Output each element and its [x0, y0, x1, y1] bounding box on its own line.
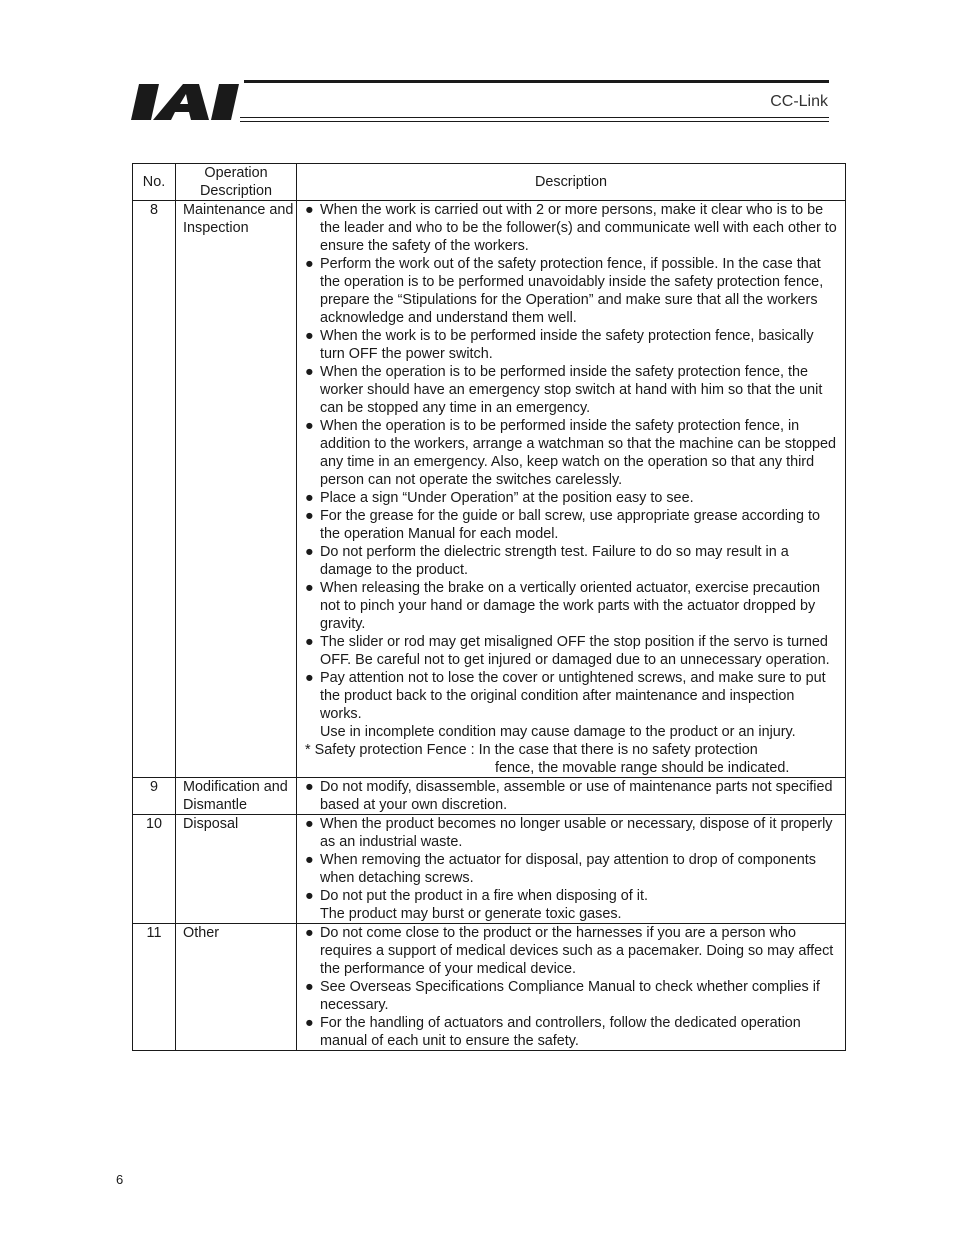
operation-table	[132, 163, 846, 1051]
list-item	[305, 633, 839, 669]
list-item	[305, 507, 839, 543]
bullet-icon: ●	[305, 888, 314, 904]
page-number: 6	[116, 1172, 124, 1187]
description-list	[305, 778, 839, 814]
list-item-text: When the work is to be performed inside the safety protection fence, basically turn OFF the power switch.	[320, 328, 814, 362]
bullet-icon: ●	[305, 364, 314, 380]
table-row	[133, 924, 846, 1051]
list-item-text: For the handling of actuators and controllers, follow the dedicated operation manual of each unit to ensure the safety.	[320, 1015, 801, 1049]
table-row	[133, 815, 846, 924]
bullet-icon: ●	[305, 256, 314, 272]
footnote-line: fence, the movable range should be indicated.	[495, 760, 790, 776]
list-item	[305, 1014, 839, 1050]
header-rule-thin	[240, 117, 829, 118]
list-item-text: When the operation is to be performed inside the safety protection fence, the worker should have an emergency stop switch at hand with him so that the unit can be stopped any time in an emergency.	[320, 364, 823, 416]
table-header-row	[133, 164, 846, 201]
list-item-text: Do not put the product in a fire when disposing of it. The product may burst or generate toxic gases.	[320, 888, 648, 922]
bullet-icon: ●	[305, 580, 314, 596]
operation-name: Maintenance and Inspection	[176, 201, 297, 778]
list-item	[305, 543, 839, 579]
row-number: 11	[133, 924, 176, 1051]
operation-name: Disposal	[176, 815, 297, 924]
bullet-icon: ●	[305, 1015, 314, 1031]
row-number: 10	[133, 815, 176, 924]
list-item	[305, 851, 839, 887]
header-no: No.	[133, 164, 176, 201]
list-item-text: When the product becomes no longer usable or necessary, dispose of it properly as an industrial waste.	[320, 816, 833, 850]
bullet-icon: ●	[305, 544, 314, 560]
list-item-text: Perform the work out of the safety protection fence, if possible. In the case that the operation is to be performed unavoidably inside the safety protection fence, prepare the “Stipulations for the Operation” and make sure that all the workers acknowledge and understand them well.	[320, 256, 824, 326]
list-item-text: When removing the actuator for disposal, pay attention to drop of components when detaching screws.	[320, 852, 816, 886]
bullet-icon: ●	[305, 979, 314, 995]
list-item	[305, 924, 839, 978]
bullet-icon: ●	[305, 418, 314, 434]
list-item	[305, 363, 839, 417]
list-item	[305, 978, 839, 1014]
description-list	[305, 201, 839, 741]
bullet-icon: ●	[305, 508, 314, 524]
list-item	[305, 778, 839, 814]
bullet-icon: ●	[305, 852, 314, 868]
header-rule-thick	[244, 80, 829, 83]
row-number: 9	[133, 778, 176, 815]
list-item-text: For the grease for the guide or ball screw, use appropriate grease according to the operation Manual for each model.	[320, 508, 820, 542]
list-item	[305, 255, 839, 327]
description-cell	[297, 778, 846, 815]
iai-logo	[131, 80, 241, 124]
list-item-text: Do not modify, disassemble, assemble or use of maintenance parts not specified based at your own discretion.	[320, 779, 833, 813]
list-item	[305, 815, 839, 851]
header-description: Description	[297, 164, 846, 201]
list-item-text: The slider or rod may get misaligned OFF the stop position if the servo is turned OFF. Be careful not to get injured or damaged due to an unnecessary operation.	[320, 634, 830, 668]
bullet-icon: ●	[305, 816, 314, 832]
product-name: CC-Link	[770, 93, 828, 110]
list-item	[305, 489, 839, 507]
list-item	[305, 669, 839, 741]
list-item	[305, 579, 839, 633]
list-item	[305, 327, 839, 363]
list-item	[305, 417, 839, 489]
list-item-text: Pay attention not to lose the cover or untightened screws, and make sure to put the product back to the original condition after maintenance and inspection works. Use in incomplete condition may cause damage to the product or an injury.	[320, 670, 826, 740]
description-cell	[297, 815, 846, 924]
bullet-icon: ●	[305, 670, 314, 686]
bullet-icon: ●	[305, 779, 314, 795]
header-rule-thin	[240, 121, 829, 122]
description-list	[305, 924, 839, 1050]
list-item-text: Do not perform the dielectric strength test. Failure to do so may result in a damage to the product.	[320, 544, 789, 578]
description-list	[305, 815, 839, 923]
bullet-icon: ●	[305, 328, 314, 344]
bullet-icon: ●	[305, 634, 314, 650]
list-item-text: See Overseas Specifications Compliance Manual to check whether complies if necessary.	[320, 979, 820, 1013]
bullet-icon: ●	[305, 490, 314, 506]
list-item	[305, 201, 839, 255]
table-row	[133, 201, 846, 778]
list-item-text: When releasing the brake on a vertically oriented actuator, exercise precaution not to pinch your hand or damage the work parts with the actuator dropped by gravity.	[320, 580, 820, 632]
operation-name: Other	[176, 924, 297, 1051]
row-number: 8	[133, 201, 176, 778]
list-item-text: Do not come close to the product or the harnesses if you are a person who requires a support of medical devices such as a pacemaker. Doing so may affect the performance of your medical device.	[320, 925, 834, 977]
list-item-text: Place a sign “Under Operation” at the position easy to see.	[320, 490, 694, 506]
bullet-icon: ●	[305, 202, 314, 218]
bullet-icon: ●	[305, 925, 314, 941]
list-item	[305, 887, 839, 923]
footnote-line: * Safety protection Fence : In the case that there is no safety protection	[305, 742, 758, 758]
list-item-text: When the work is carried out with 2 or more persons, make it clear who is to be the leader and who to be the follower(s) and communicate well with each other to ensure the safety of the workers.	[320, 202, 837, 254]
description-cell	[297, 201, 846, 778]
table-row	[133, 778, 846, 815]
list-item-text: When the operation is to be performed inside the safety protection fence, in addition to the workers, arrange a watchman so that the machine can be stopped any time in an emergency. Also, keep watch on the operation so that any third person can not operate the switches carelessly.	[320, 418, 836, 488]
header-operation: Operation Description	[176, 164, 297, 201]
operation-name: Modification and Dismantle	[176, 778, 297, 815]
description-cell	[297, 924, 846, 1051]
